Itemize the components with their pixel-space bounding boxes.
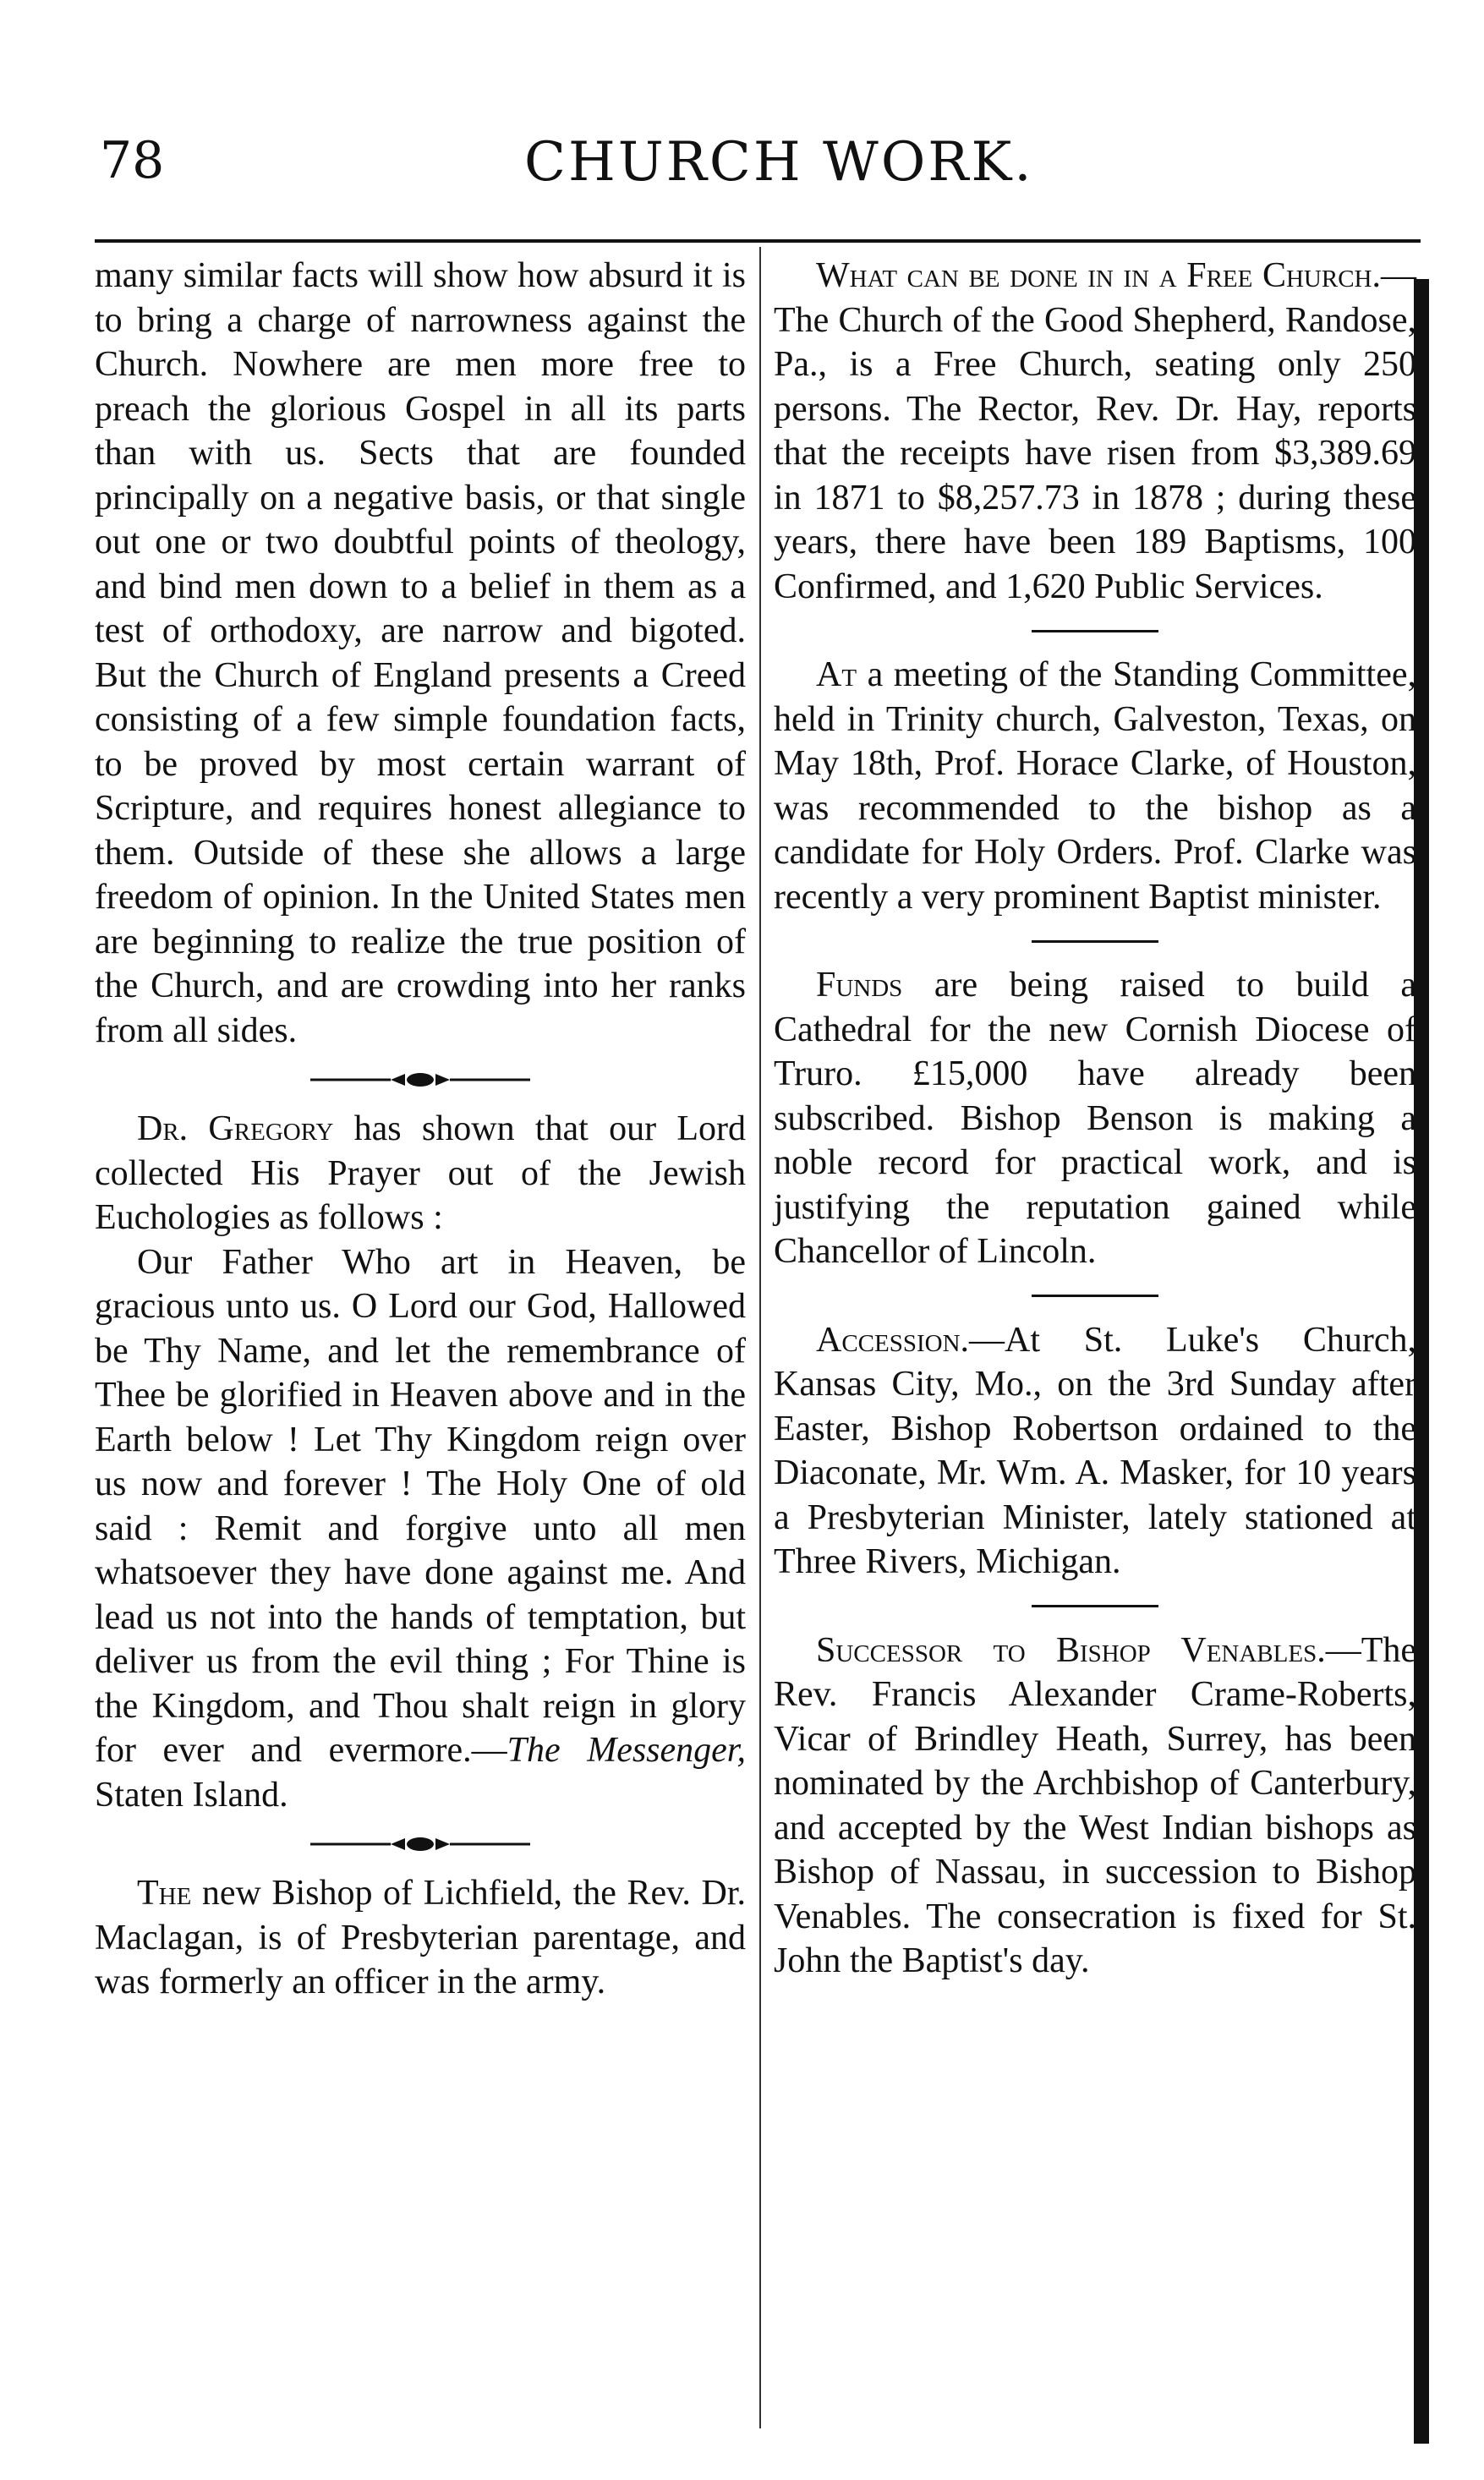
left-paragraph-continued: many similar facts will show how absurd it is to bring a charge of narrowness against the Church. Nowhere are men more free to preach the glorious Gospel in all its parts than with us. Sects that are founded principally on a negative basis, or that single out one or two doubtful points of theology, and bind men down to a belief in them as a test of orthodoxy, are narrow and bigoted. But the Church of England presents a Creed consisting of a few simple foundation facts, to be proved by most certain warrant of Scripture, and requires honest allegiance to them. Outside of these she allows a large freedom of opinion. In the United States men are beginning to realize the true position of the Church, and are crowding into her ranks from all sides. [95,256,746,1050]
ornament-divider [95,1817,746,1871]
gregory-body: has shown that our Lord collected His Prayer out of the Jewish Euchologies as follows : [95,1109,746,1237]
section-rule [774,609,1416,653]
successor-paragraph [774,1629,1416,1984]
column-divider [759,247,761,2428]
ornament-icon [310,1836,530,1853]
truro-lead: Funds [816,966,903,1005]
truro-paragraph [774,963,1416,1274]
accession-paragraph [774,1318,1416,1585]
standing-committee-paragraph [774,653,1416,919]
prayer-source: The Messenger, [507,1731,746,1770]
prayer-body: Our Father Who art in Heaven, be gracious unto us. O Lord our God, Hallowed be Thy Name, and let the remembrance of Thee be glorified in Heaven above and in the Earth below ! Let Thy Kingdom reign over us now and forever ! The Holy One of old said : Remit and forgive unto all men whatsoever they have done against me. And lead us not into the hands of temptation, but deliver us from the evil thing ; For Thine is the Kingdom, and Thou shalt reign in glory for ever and evermore.— [95,1242,746,1770]
prayer-paragraph [95,1240,746,1818]
lichfield-lead: The [137,1874,192,1913]
successor-body: —The Rev. Francis Alexander Crame-Roberts, Vicar of Brindley Heath, Surrey, has been nominated by the Archbishop of Canterbury, and accepted by the West Indian bishops as Bishop of Nassau, in succession to Bishop Venables. The consecration is fixed for St. John the Baptist's day. [774,1630,1416,1980]
standing-committee-lead: At [816,655,857,694]
section-rule [774,919,1416,963]
truro-body: are being raised to build a Cathedral for the new Cornish Diocese of Truro. £15,000 have already been subscribed. Bishop Benson is making a noble record for practical work, and is justifying the reputation gained while Chancellor of Lincoln. [774,966,1416,1271]
section-rule [774,1274,1416,1318]
right-column [774,254,1416,1984]
free-church-paragraph [774,254,1416,609]
successor-lead: Successor to Bishop Venables. [816,1630,1326,1670]
accession-body: —At St. Luke's Church, Kansas City, Mo., on the 3rd Sunday after Easter, Bishop Robertson ordained to the Diaconate, Mr. Wm. A. Masker, for 10 years a Presbyterian Minister, lately stationed at Three Rivers, Michigan. [774,1320,1416,1581]
gregory-paragraph [95,1107,746,1240]
section-rule [774,1585,1416,1629]
left-column [95,254,746,2005]
running-head-title: CHURCH WORK. [524,131,1034,194]
free-church-body: —The Church of the Good Shepherd, Randose, Pa., is a Free Church, seating only 250 persons. The Rector, Rev. Dr. Hay, reports that the receipts have risen from $3,389.69 in 1871 to $8,257.73 in 1878 ; during these years, there have been 189 Baptisms, 100 Confirmed, and 1,620 Public Services. [774,256,1416,606]
ornament-divider [95,1053,746,1107]
page-number: 78 [100,131,165,190]
lichfield-paragraph [95,1871,746,2005]
header-rule [95,239,1421,243]
free-church-lead: What can be done in in a Free Church. [816,256,1381,295]
prayer-tail: Staten Island. [95,1775,288,1815]
gregory-lead: Dr. Gregory [137,1109,334,1148]
ornament-icon [310,1071,530,1088]
accession-lead: Accession. [816,1320,970,1360]
standing-committee-body: a meeting of the Standing Committee, held in Trinity church, Galveston, Texas, on May 18th, Prof. Horace Clarke, of Houston, was recommended to the bishop as a candidate for Holy Orders. Prof. Clarke was recently a very prominent Baptist minister. [774,655,1416,917]
lichfield-body: new Bishop of Lichfield, the Rev. Dr. Maclagan, is of Presbyterian parentage, and was formerly an officer in the army. [95,1874,746,2001]
